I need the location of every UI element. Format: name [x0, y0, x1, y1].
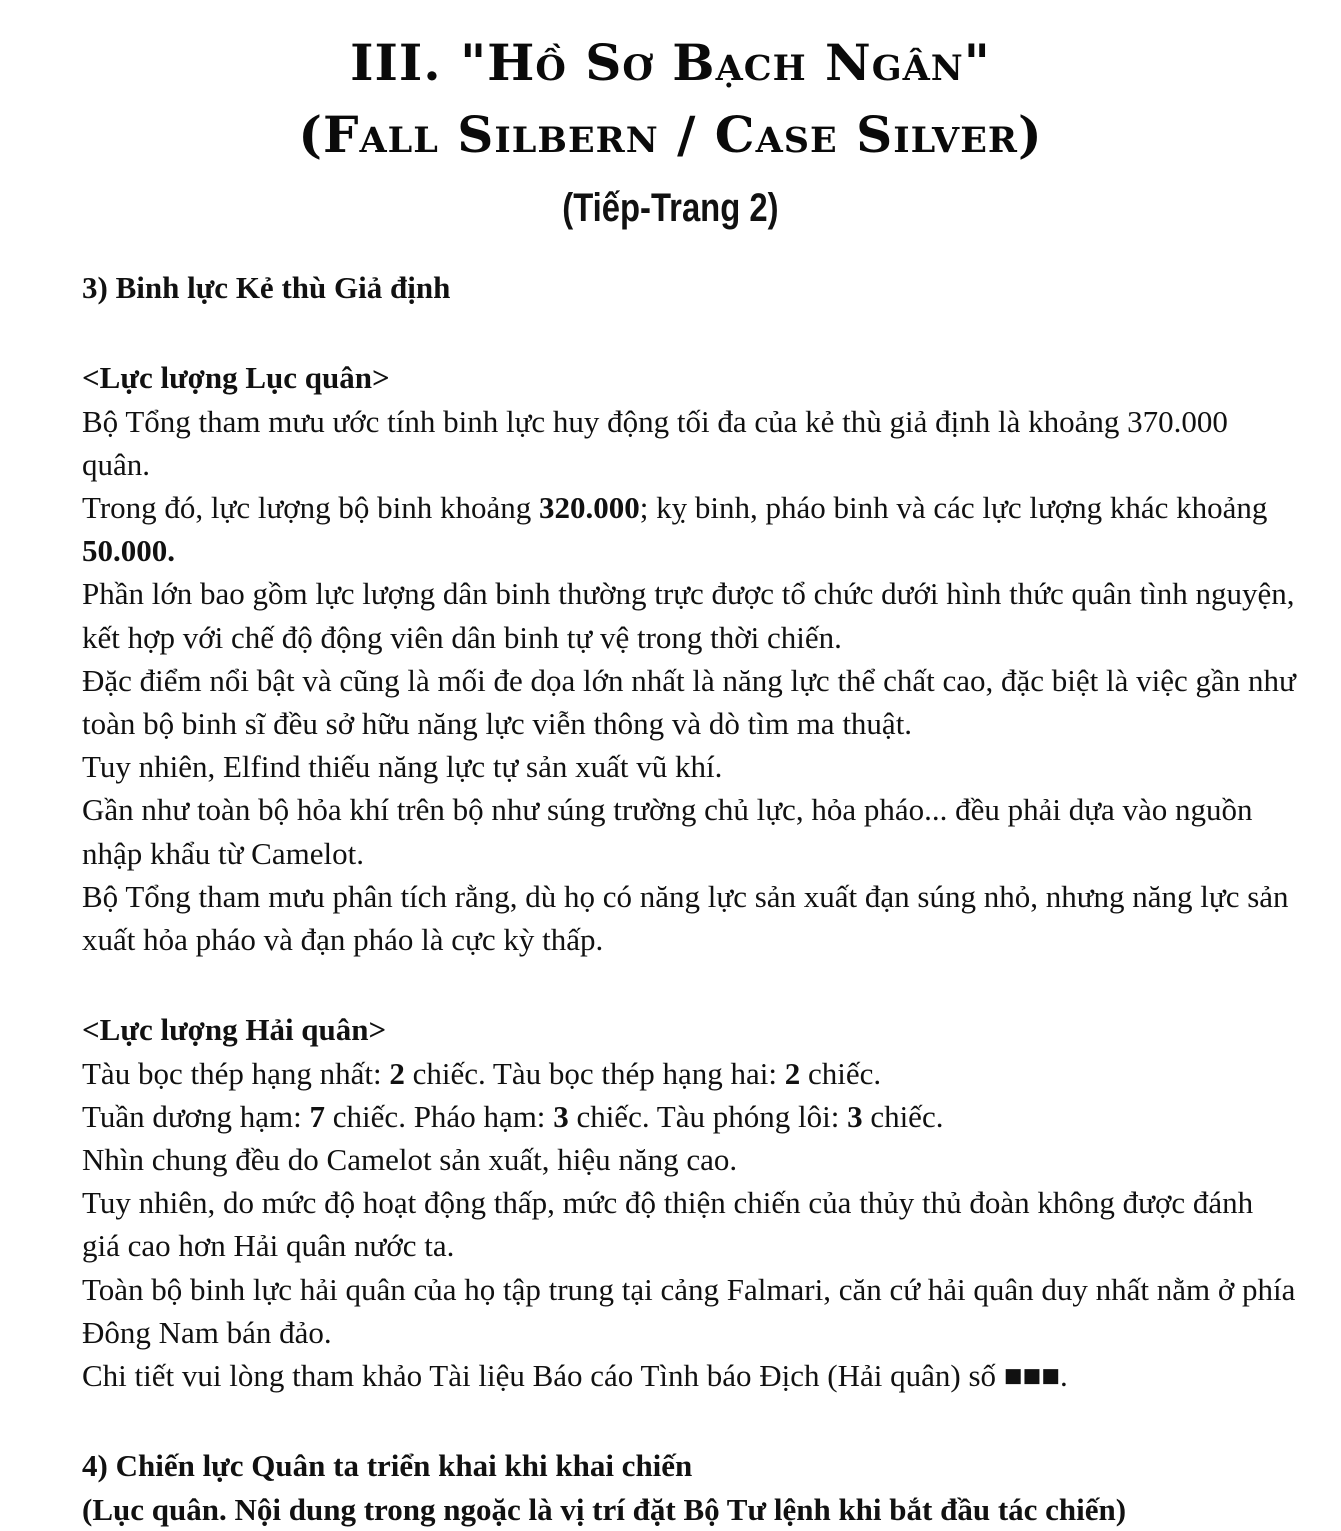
- navy-heading: <Lực lượng Hải quân>: [82, 1012, 387, 1048]
- second-class-ironclad-count: 2: [784, 1055, 801, 1091]
- navy-l1-text-a: Tàu bọc thép hạng nhất:: [82, 1055, 390, 1091]
- document-body: [82, 262, 1297, 1531]
- navy-p6-text-c: .: [1059, 1358, 1068, 1394]
- navy-paragraph-5: Toàn bộ binh lực hải quân của họ tập trung tại cảng Falmari, căn cứ hải quân duy nhất nằm ở phía Đông Nam bán đảo.: [82, 1271, 1296, 1350]
- document-title-line-2: (Fall Silbern / Case Silver): [298, 105, 1043, 164]
- army-paragraph-4: Đặc điểm nổi bật và cũng là mối đe dọa lớn nhất là năng lực thể chất cao, đặc biệt là việc gần như toàn bộ binh sĩ đều sở hữu năng lực viễn thông và dò tìm ma thuật.: [82, 662, 1296, 742]
- navy-l2-text-e: chiếc. Tàu phóng lôi:: [568, 1098, 848, 1134]
- spacer: [82, 309, 1297, 352]
- section-3-heading: 3) Binh lực Kẻ thù Giả định: [82, 270, 451, 305]
- torpedo-boat-count: 3: [847, 1098, 863, 1134]
- army-paragraph-7: Bộ Tổng tham mưu phân tích rằng, dù họ có năng lực sản xuất đạn súng nhỏ, nhưng năng lực sản xuất hỏa pháo và đạn pháo là cực kỳ thấp.: [82, 878, 1289, 958]
- army-p2-text-c: ; kỵ binh, pháo binh và các lực lượng khác khoảng: [639, 490, 1268, 525]
- army-heading: <Lực lượng Lục quân>: [82, 360, 390, 396]
- document-title-line-1: III. "Hồ Sơ Bạch Ngân": [350, 33, 991, 92]
- section-4-subheading: (Lục quân. Nội dung trong ngoặc là vị trí đặt Bộ Tư lệnh khi bắt đầu tác chiến): [82, 1491, 1127, 1527]
- army-paragraph-1: Bộ Tổng tham mưu ước tính binh lực huy động tối đa của kẻ thù giả định là khoảng 370.000 quân.: [82, 403, 1228, 482]
- army-paragraph-5: Tuy nhiên, Elfind thiếu năng lực tự sản xuất vũ khí.: [82, 749, 723, 785]
- spacer: [82, 961, 1297, 1004]
- navy-l1-text-e: chiếc.: [800, 1055, 882, 1091]
- navy-line-2: [82, 1095, 1297, 1138]
- navy-l2-text-g: chiếc.: [862, 1098, 944, 1134]
- navy-paragraph-3: Nhìn chung đều do Camelot sản xuất, hiệu năng cao.: [82, 1142, 738, 1178]
- other-forces-count: 50.000.: [82, 533, 175, 569]
- redacted-report-number: ■■■: [1003, 1358, 1060, 1394]
- document-subtitle: (Tiếp-Trang 2): [562, 186, 779, 230]
- cruiser-count: 7: [309, 1098, 326, 1134]
- navy-l2-text-a: Tuần dương hạm:: [82, 1098, 310, 1134]
- army-paragraph-3: Phần lớn bao gồm lực lượng dân binh thường trực được tổ chức dưới hình thức quân tình nguyện, kết hợp với chế độ động viên dân binh tự vệ trong thời chiến.: [82, 576, 1295, 655]
- infantry-count: 320.000: [539, 490, 640, 525]
- first-class-ironclad-count: 2: [389, 1055, 405, 1091]
- army-paragraph-2: [82, 486, 1297, 572]
- spacer: [82, 1397, 1297, 1440]
- navy-l2-text-c: chiếc. Pháo hạm:: [325, 1098, 554, 1134]
- navy-p6-text-a: Chi tiết vui lòng tham khảo Tài liệu Báo cáo Tình báo Địch (Hải quân) số: [82, 1358, 1004, 1394]
- navy-line-1: [82, 1052, 1297, 1095]
- army-p2-text-a: Trong đó, lực lượng bộ binh khoảng: [82, 490, 540, 525]
- army-paragraph-6: Gần như toàn bộ hỏa khí trên bộ như súng trường chủ lực, hỏa pháo... đều phải dựa vào nguồn nhập khẩu từ Camelot.: [82, 792, 1253, 871]
- navy-paragraph-6: [82, 1354, 1297, 1397]
- navy-paragraph-4: Tuy nhiên, do mức độ hoạt động thấp, mức độ thiện chiến của thủy thủ đoàn không được đánh giá cao hơn Hải quân nước ta.: [82, 1185, 1254, 1264]
- section-4-heading: 4) Chiến lực Quân ta triển khai khi khai chiến: [82, 1448, 693, 1484]
- gunboat-count: 3: [553, 1098, 569, 1134]
- navy-l1-text-c: chiếc. Tàu bọc thép hạng hai:: [404, 1055, 785, 1091]
